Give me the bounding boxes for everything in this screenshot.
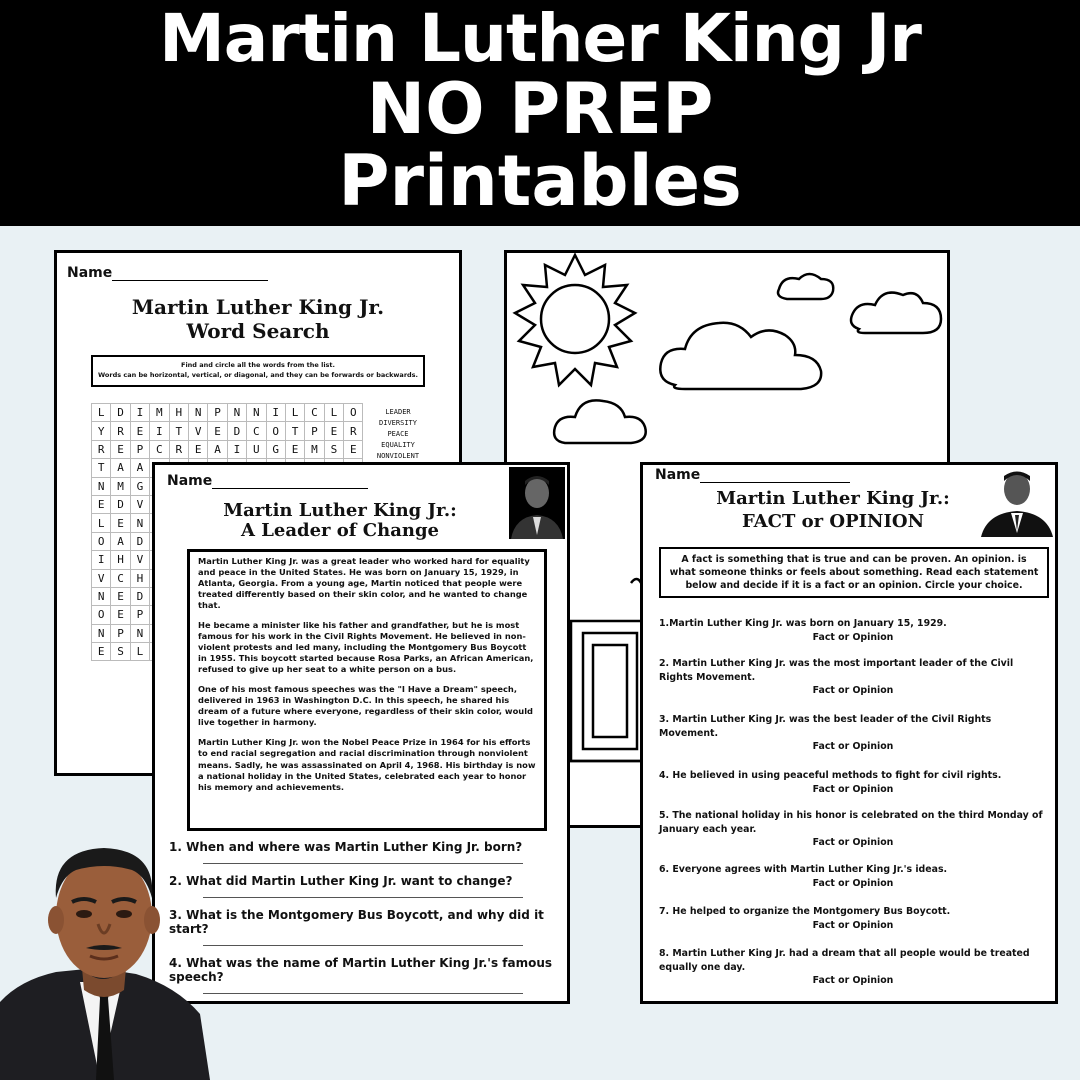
fact-statement [659,947,1047,988]
grid-cell: A [130,459,149,477]
grid-cell: I [92,551,111,569]
answer-line[interactable] [203,993,523,994]
word-list-item: NONVIOLENT [376,452,420,460]
grid-cell: E [92,643,111,661]
header-banner [0,0,1080,226]
question-item [169,908,565,946]
statement-text: 7. He helped to organize the Montgomery Bus Boycott. [659,906,951,917]
question-text: 1. When and where was Martin Luther King Jr. born? [169,840,523,854]
answer-line[interactable] [203,863,523,864]
grid-cell: C [247,422,266,440]
name-label: Name [167,473,213,489]
question-item [169,874,565,898]
grid-cell: H [130,569,149,587]
header-title-line1: Martin Luther King Jr [159,0,921,77]
statement-text: 8. Martin Luther King Jr. had a dream that all people would be treated equally one day. [659,948,1030,973]
grid-cell: D [130,532,149,550]
fact-statement [659,713,1047,754]
grid-cell: L [92,514,111,532]
question-item [169,956,565,994]
grid-cell: L [92,404,111,422]
grid-cell: V [130,551,149,569]
cloud-icon [778,274,833,299]
statement-text: 3. Martin Luther King Jr. was the best leader of the Civil Rights Movement. [659,714,992,739]
grid-cell: S [324,440,343,458]
leader-of-change-page [152,462,570,1004]
grid-cell: M [150,404,169,422]
grid-cell: N [92,624,111,642]
grid-cell: T [169,422,188,440]
grid-cell: C [150,440,169,458]
grid-cell: N [247,404,266,422]
question-text: 4. What was the name of Martin Luther King Jr.'s famous speech? [169,956,553,984]
grid-cell: L [130,643,149,661]
grid-row [92,440,363,458]
question-text: 3. What is the Montgomery Bus Boycott, and why did it start? [169,908,544,936]
grid-cell: O [266,422,285,440]
fact-or-opinion-choice[interactable]: Fact or Opinion [812,837,894,849]
grid-cell: N [130,514,149,532]
question-text: 2. What did Martin Luther King Jr. want to change? [169,874,513,888]
word-search-title [57,295,459,343]
word-search-title-line1: Martin Luther King Jr. [131,295,385,319]
grid-cell: E [188,440,207,458]
grid-cell: U [247,440,266,458]
mlk-illustration [977,465,1055,537]
grid-cell: R [344,422,363,440]
cloud-icon [660,323,821,389]
leader-title-line2: A Leader of Change [240,519,439,541]
fact-statement [659,905,1047,932]
grid-cell: D [227,422,246,440]
grid-cell: N [92,477,111,495]
grid-cell: A [111,459,130,477]
grid-cell: P [111,624,130,642]
fact-statement [659,809,1047,850]
fact-or-opinion-page [640,462,1058,1004]
mlk-photo [509,467,565,539]
grid-cell: I [130,404,149,422]
grid-cell: P [130,606,149,624]
statement-text: 4. He believed in using peaceful methods to fight for civil rights. [659,770,1002,781]
grid-cell: S [111,643,130,661]
grid-cell: G [266,440,285,458]
header-title-line3: Printables [338,140,742,222]
passage-paragraph: Martin Luther King Jr. was a great leader who worked hard for equality and peace in the United States. He was born on January 15, 1929, in Atlanta, Georgia. From a young age, Martin noticed that people were treated differently based on their skin color, and he wanted to change that. [198,556,530,611]
word-search-instructions [91,355,425,387]
grid-cell: C [305,404,324,422]
statement-text: 2. Martin Luther King Jr. was the most important leader of the Civil Rights Movement. [659,658,1014,683]
fact-or-opinion-choice[interactable]: Fact or Opinion [812,631,894,643]
grid-cell: I [227,440,246,458]
fact-statement [659,617,1047,644]
grid-cell: M [305,440,324,458]
grid-cell: I [150,422,169,440]
word-list-item: DIVERSITY [379,419,417,427]
word-search-title-line2: Word Search [186,319,330,343]
grid-cell: R [92,440,111,458]
fact-or-opinion-choice[interactable]: Fact or Opinion [812,685,894,697]
grid-cell: P [130,440,149,458]
grid-cell: P [208,404,227,422]
grid-cell: E [130,422,149,440]
grid-cell: R [169,440,188,458]
sun-icon [515,255,635,385]
grid-cell: R [111,422,130,440]
grid-row [92,422,363,440]
grid-cell: T [92,459,111,477]
grid-cell: D [130,587,149,605]
cloud-icon [851,293,941,333]
grid-cell: T [285,422,304,440]
fact-or-opinion-choice[interactable]: Fact or Opinion [812,975,894,987]
grid-cell: Y [92,422,111,440]
grid-cell: E [285,440,304,458]
fact-statement [659,657,1047,698]
fact-statement [659,769,1047,796]
header-title-line2: NO PREP [366,68,714,150]
grid-cell: V [92,569,111,587]
fact-or-opinion-choice[interactable]: Fact or Opinion [812,877,894,889]
grid-cell: A [208,440,227,458]
grid-cell: D [111,404,130,422]
grid-cell: M [111,477,130,495]
passage-paragraph: Martin Luther King Jr. won the Nobel Peace Prize in 1964 for his efforts to end racial segregation and racial discrimination through nonviolent means. Sadly, he was assassinated on April 4, 1968. His birthday is now a national holiday in the United States, celebrated each year to honor his memory and achievements. [198,737,536,792]
grid-cell: H [111,551,130,569]
fact-statement [659,863,1047,890]
fact-or-opinion-choice[interactable]: Fact or Opinion [812,919,894,931]
grid-cell: V [130,495,149,513]
statement-text: 6. Everyone agrees with Martin Luther King Jr.'s ideas. [659,864,948,875]
answer-line[interactable] [203,945,523,946]
fact-title [673,487,993,534]
grid-cell: H [169,404,188,422]
grid-cell: O [92,606,111,624]
question-item [169,840,565,864]
name-label: Name [655,467,701,483]
word-list-item: EQUALITY [381,441,415,449]
grid-cell: C [111,569,130,587]
grid-cell: L [324,404,343,422]
grid-cell: N [92,587,111,605]
fact-title-line1: Martin Luther King Jr.: [716,488,950,509]
grid-cell: L [285,404,304,422]
grid-cell: N [188,404,207,422]
grid-cell: E [111,587,130,605]
grid-row [92,404,363,422]
passage-paragraph: One of his most famous speeches was the "I Have a Dream" speech, delivered in 1963 in Washington D.C. In this speech, he shared his dream of a future where everyone, regardless of their skin color, would live together in harmony. [198,684,533,728]
grid-cell: A [111,532,130,550]
statement-text: 5. The national holiday in his honor is celebrated on the third Monday of January each year. [659,810,1043,835]
leader-questions [169,840,565,1004]
name-field [655,467,850,483]
name-field [167,473,368,489]
grid-cell: P [305,422,324,440]
fact-or-opinion-choice[interactable]: Fact or Opinion [812,783,894,795]
word-list-item: LEADER [385,408,411,416]
grid-cell: I [266,404,285,422]
grid-cell: D [111,495,130,513]
cloud-icon [554,400,646,443]
leader-reading-passage [187,549,547,831]
fact-definition-box: A fact is something that is true and can be proven. An opinion. is what someone thinks or feels about something. Read each statement below and decide if it is a fact or an opinion. Circle your choice. [659,547,1049,598]
answer-line[interactable] [203,897,523,898]
leader-title [195,501,485,541]
word-list-item: PEACE [387,430,409,438]
grid-cell: E [111,606,130,624]
fact-title-line2: FACT or OPINION [741,511,925,533]
grid-cell: G [130,477,149,495]
grid-cell: E [208,422,227,440]
grid-cell: O [344,404,363,422]
grid-cell: E [92,495,111,513]
grid-cell: V [188,422,207,440]
mlk-portrait [0,832,210,1080]
statement-text: 1.Martin Luther King Jr. was born on January 15, 1929. [659,618,947,629]
grid-cell: E [111,440,130,458]
grid-cell: O [92,532,111,550]
instruction-line2: Words can be horizontal, vertical, or diagonal, and they can be forwards or backwards. [97,370,419,379]
fact-or-opinion-choice[interactable]: Fact or Opinion [812,741,894,753]
grid-cell: N [227,404,246,422]
name-label: Name [67,265,113,281]
grid-cell: N [130,624,149,642]
name-field [67,265,268,281]
grid-cell: E [344,440,363,458]
leader-title-line1: Martin Luther King Jr.: [223,500,457,521]
grid-cell: E [324,422,343,440]
instruction-line1: Find and circle all the words from the list. [181,361,335,369]
word-list [353,407,443,462]
passage-paragraph: He became a minister like his father and grandfather, but he is most famous for his work in the Civil Rights Movement. He believed in non-violent protests and led many, including the Montgomery Bus Boycott in 1955. This boycott started because Rosa Parks, an African American, refused to give up her seat to a white person on a bus. [198,620,534,675]
grid-cell: E [111,514,130,532]
